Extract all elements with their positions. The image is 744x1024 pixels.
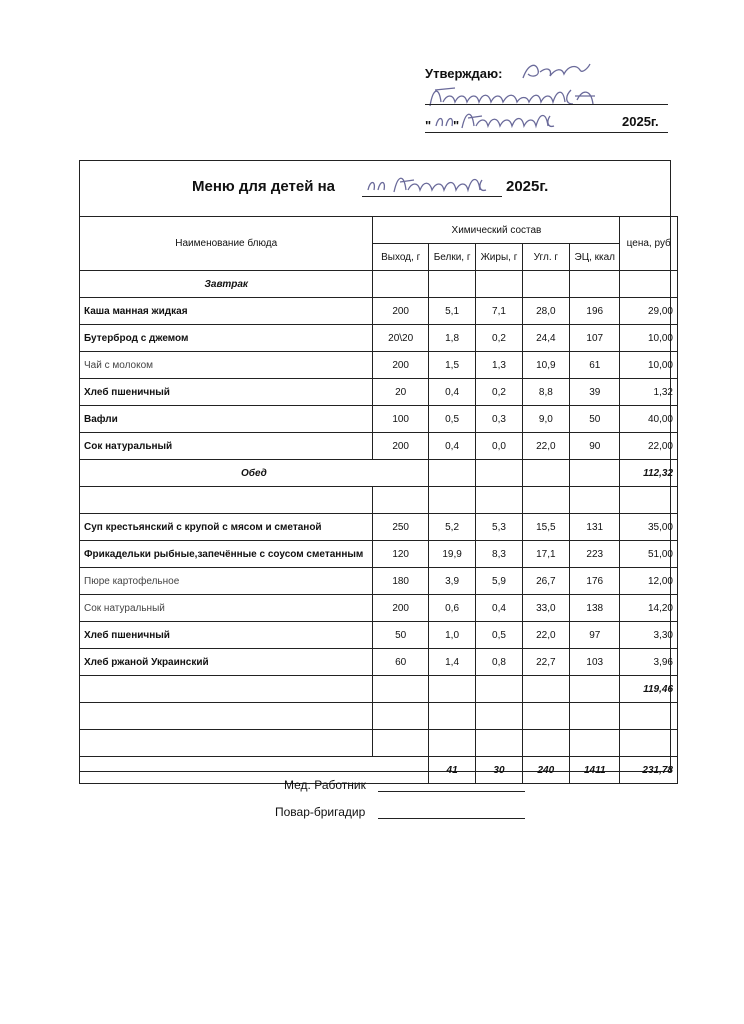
date-quote-close: " xyxy=(453,118,460,133)
cook-label: Повар-бригадир xyxy=(275,805,366,819)
table-row xyxy=(80,325,678,352)
total-protein: 41 xyxy=(428,757,475,784)
dish-fat: 0,2 xyxy=(476,379,522,406)
dish-protein: 19,9 xyxy=(428,541,475,568)
empty-cell xyxy=(476,703,522,730)
dish-protein: 0,4 xyxy=(428,379,475,406)
dish-carb: 22,7 xyxy=(522,649,569,676)
empty-cell xyxy=(80,730,373,757)
dish-kcal: 107 xyxy=(570,325,620,352)
dish-protein: 0,6 xyxy=(428,595,475,622)
table-row xyxy=(80,622,678,649)
dish-kcal: 50 xyxy=(570,406,620,433)
empty-cell xyxy=(620,487,678,514)
dish-protein: 5,2 xyxy=(428,514,475,541)
section-breakfast xyxy=(80,271,678,298)
spacer-row xyxy=(80,487,678,514)
dish-kcal: 223 xyxy=(570,541,620,568)
empty-cell xyxy=(620,730,678,757)
empty-cell xyxy=(476,676,522,703)
total-carb: 240 xyxy=(522,757,569,784)
dish-carb: 9,0 xyxy=(522,406,569,433)
dish-name: Сок натуральный xyxy=(80,595,373,622)
dish-out: 60 xyxy=(373,649,428,676)
dish-name: Хлеб пшеничный xyxy=(80,379,373,406)
dish-fat: 1,3 xyxy=(476,352,522,379)
empty-cell xyxy=(476,460,522,487)
dish-fat: 7,1 xyxy=(476,298,522,325)
dish-kcal: 97 xyxy=(570,622,620,649)
breakfast-subtotal: 112,32 xyxy=(620,460,678,487)
dish-carb: 22,0 xyxy=(522,622,569,649)
empty-cell xyxy=(522,703,569,730)
table-row xyxy=(80,541,678,568)
empty-cell xyxy=(522,487,569,514)
section-label-lunch: Обед xyxy=(80,460,429,487)
dish-name: Фрикадельки рыбные,запечённые с соусом сметанным xyxy=(80,541,373,568)
dish-out: 180 xyxy=(373,568,428,595)
dish-price: 10,00 xyxy=(620,352,678,379)
dish-fat: 0,0 xyxy=(476,433,522,460)
total-kcal: 1411 xyxy=(570,757,620,784)
dish-out: 20\20 xyxy=(373,325,428,352)
dish-kcal: 103 xyxy=(570,649,620,676)
empty-cell xyxy=(428,730,475,757)
header-row-1 xyxy=(80,217,678,244)
empty-cell xyxy=(570,676,620,703)
dish-name: Вафли xyxy=(80,406,373,433)
dish-out: 200 xyxy=(373,433,428,460)
empty-cell xyxy=(80,487,373,514)
date-quote-open: " xyxy=(425,118,432,133)
table-row xyxy=(80,298,678,325)
dish-carb: 22,0 xyxy=(522,433,569,460)
dish-carb: 28,0 xyxy=(522,298,569,325)
dish-out: 20 xyxy=(373,379,428,406)
header-chem: Химический состав xyxy=(373,217,620,244)
table-row xyxy=(80,433,678,460)
dish-name: Сок натуральный xyxy=(80,433,373,460)
dish-fat: 0,2 xyxy=(476,325,522,352)
menu-title: Меню для детей на xyxy=(192,178,335,195)
table-row xyxy=(80,514,678,541)
dish-carb: 17,1 xyxy=(522,541,569,568)
empty-cell xyxy=(570,487,620,514)
header-col-kcal: ЭЦ, ккал xyxy=(570,244,620,271)
dish-fat: 8,3 xyxy=(476,541,522,568)
empty-cell xyxy=(522,460,569,487)
total-price: 231,78 xyxy=(620,757,678,784)
menu-date-handwriting xyxy=(364,170,504,198)
dish-kcal: 39 xyxy=(570,379,620,406)
empty-cell xyxy=(428,460,475,487)
empty-cell xyxy=(373,730,428,757)
menu-table xyxy=(79,216,678,784)
dish-protein: 1,4 xyxy=(428,649,475,676)
header-col-out: Выход, г xyxy=(373,244,428,271)
dish-out: 250 xyxy=(373,514,428,541)
section-lunch xyxy=(80,460,678,487)
empty-cell xyxy=(373,487,428,514)
dish-out: 50 xyxy=(373,622,428,649)
menu-title-year: 2025г. xyxy=(506,178,549,195)
dish-price: 35,00 xyxy=(620,514,678,541)
dish-protein: 1,8 xyxy=(428,325,475,352)
dish-price: 40,00 xyxy=(620,406,678,433)
dish-price: 22,00 xyxy=(620,433,678,460)
dish-fat: 0,3 xyxy=(476,406,522,433)
dish-protein: 5,1 xyxy=(428,298,475,325)
header-col-fat: Жиры, г xyxy=(476,244,522,271)
dish-kcal: 131 xyxy=(570,514,620,541)
empty-cell xyxy=(570,703,620,730)
dish-name: Хлеб ржаной Украинский xyxy=(80,649,373,676)
empty-cell xyxy=(80,676,373,703)
dish-protein: 0,5 xyxy=(428,406,475,433)
table-row xyxy=(80,568,678,595)
header-col-carb: Угл. г xyxy=(522,244,569,271)
spacer-row xyxy=(80,703,678,730)
dish-out: 100 xyxy=(373,406,428,433)
empty-cell xyxy=(428,676,475,703)
dish-carb: 24,4 xyxy=(522,325,569,352)
approval-year: 2025г. xyxy=(622,114,659,129)
dish-price: 51,00 xyxy=(620,541,678,568)
header-price: цена, руб xyxy=(620,217,678,271)
dish-name: Каша манная жидкая xyxy=(80,298,373,325)
dish-fat: 0,4 xyxy=(476,595,522,622)
dish-kcal: 61 xyxy=(570,352,620,379)
table-row xyxy=(80,379,678,406)
dish-price: 1,32 xyxy=(620,379,678,406)
subtotal-price: 119,46 xyxy=(620,676,678,703)
table-row xyxy=(80,352,678,379)
dish-name: Бутерброд с джемом xyxy=(80,325,373,352)
dish-price: 14,20 xyxy=(620,595,678,622)
dish-name: Чай с молоком xyxy=(80,352,373,379)
med-worker-label: Мед. Работник xyxy=(284,778,366,792)
empty-cell xyxy=(373,703,428,730)
dish-kcal: 90 xyxy=(570,433,620,460)
spacer-row xyxy=(80,730,678,757)
table-row xyxy=(80,406,678,433)
dish-price: 29,00 xyxy=(620,298,678,325)
dish-price: 10,00 xyxy=(620,325,678,352)
dish-carb: 33,0 xyxy=(522,595,569,622)
dish-out: 200 xyxy=(373,352,428,379)
empty-cell xyxy=(570,460,620,487)
dish-fat: 5,3 xyxy=(476,514,522,541)
dish-fat: 0,8 xyxy=(476,649,522,676)
dish-fat: 5,9 xyxy=(476,568,522,595)
dish-protein: 1,0 xyxy=(428,622,475,649)
approval-date-handwriting xyxy=(432,106,562,134)
totals-row xyxy=(80,757,678,784)
empty-cell xyxy=(522,730,569,757)
empty-cell xyxy=(476,730,522,757)
dish-price: 3,30 xyxy=(620,622,678,649)
empty-cell xyxy=(570,730,620,757)
dish-name: Суп крестьянский с крупой с мясом и сметаной xyxy=(80,514,373,541)
empty-cell xyxy=(428,487,475,514)
lunch-subtotal-row xyxy=(80,676,678,703)
dish-carb: 26,7 xyxy=(522,568,569,595)
dish-kcal: 138 xyxy=(570,595,620,622)
dish-kcal: 196 xyxy=(570,298,620,325)
dish-carb: 8,8 xyxy=(522,379,569,406)
empty-cell xyxy=(80,703,373,730)
empty-cell xyxy=(428,703,475,730)
section-label-breakfast: Завтрак xyxy=(80,271,373,298)
dish-out: 200 xyxy=(373,595,428,622)
dish-price: 12,00 xyxy=(620,568,678,595)
dish-fat: 0,5 xyxy=(476,622,522,649)
dish-protein: 3,9 xyxy=(428,568,475,595)
dish-carb: 10,9 xyxy=(522,352,569,379)
dish-out: 200 xyxy=(373,298,428,325)
header-dish: Наименование блюда xyxy=(80,217,373,271)
table-row xyxy=(80,649,678,676)
dish-name: Пюре картофельное xyxy=(80,568,373,595)
empty-cell xyxy=(620,703,678,730)
dish-name: Хлеб пшеничный xyxy=(80,622,373,649)
table-row xyxy=(80,595,678,622)
dish-protein: 1,5 xyxy=(428,352,475,379)
total-fat: 30 xyxy=(476,757,522,784)
dish-price: 3,96 xyxy=(620,649,678,676)
header-col-protein: Белки, г xyxy=(428,244,475,271)
empty-cell xyxy=(476,487,522,514)
dish-protein: 0,4 xyxy=(428,433,475,460)
dish-out: 120 xyxy=(373,541,428,568)
dish-carb: 15,5 xyxy=(522,514,569,541)
approval-label: Утверждаю: xyxy=(425,66,503,81)
totals-label xyxy=(80,757,429,784)
dish-kcal: 176 xyxy=(570,568,620,595)
empty-cell xyxy=(373,676,428,703)
empty-cell xyxy=(522,676,569,703)
